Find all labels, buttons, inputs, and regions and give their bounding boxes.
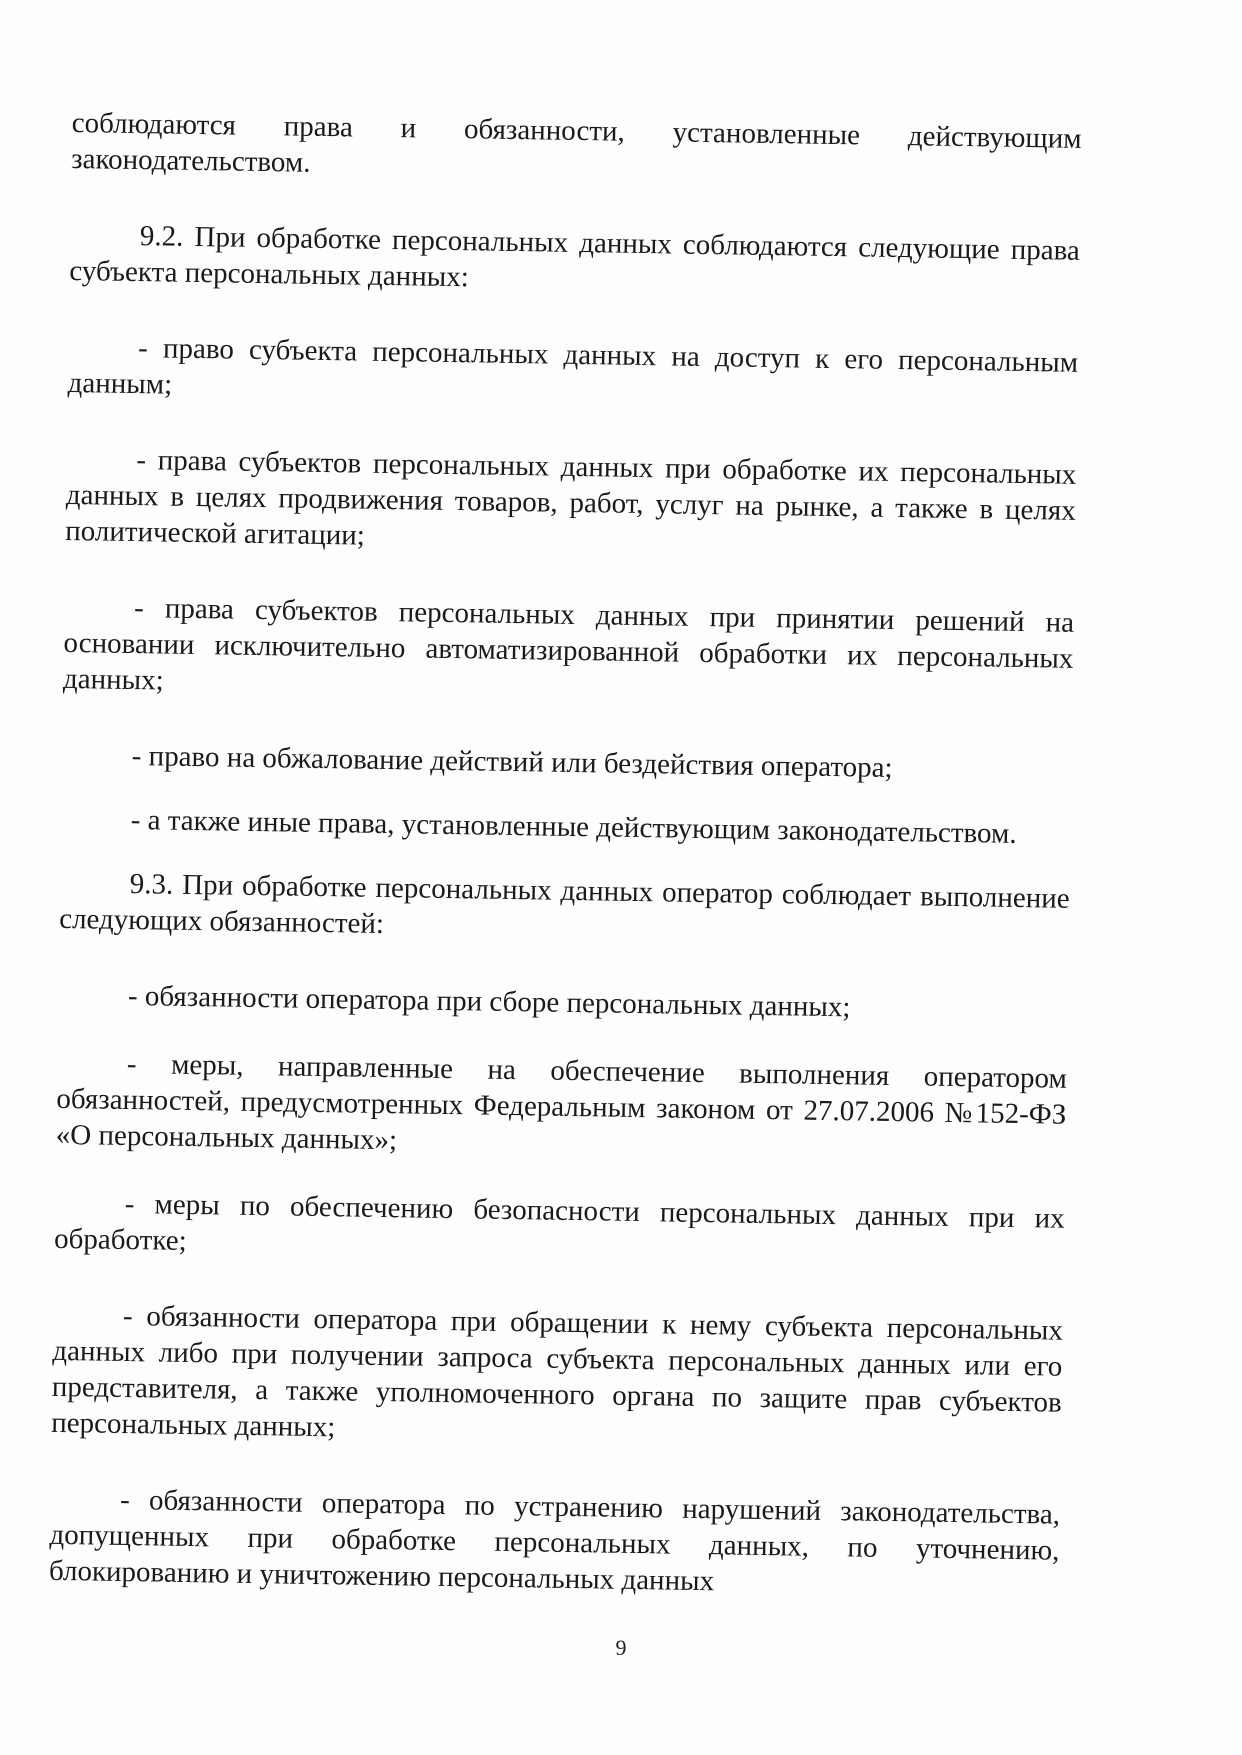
page-body	[49, 105, 1082, 1605]
list-item-duties-collection: - обязанности оператора при сборе персональных данных;	[127, 979, 851, 1024]
paragraph-9-2: 9.2. При обработке персональных данных соблюдаются следующие права субъекта персональных данных:	[69, 220, 1081, 294]
list-item-measures-152fz: - меры, направленные на обеспечение выполнения оператором обязанностей, предусмотренных Федеральным законом от 27.07.2006 №152-ФЗ «О персональных данных»;	[55, 1047, 1068, 1157]
list-item-right-access: - право субъекта персональных данных на доступ к его персональным данным;	[67, 332, 1079, 401]
paragraph-9-3: 9.3. При обработке персональных данных оператор соблюдает выполнение следующих обязанностей:	[58, 868, 1070, 940]
page-number: 9	[615, 1635, 627, 1660]
list-item-duties-requests: - обязанности оператора при обращении к нему субъекта персональных данных либо при получении запроса субъекта персональных данных или его представителя, а также уполномоченного органа по защите прав субъектов персональных данных;	[51, 1299, 1064, 1444]
list-item-security-measures: - меры по обеспечению безопасности персональных данных при их обработке;	[53, 1187, 1065, 1257]
list-item-rights-automated: - права субъектов персональных данных при принятии решений на основании исключительно автоматизированной обработки их персональных данных;	[62, 592, 1075, 697]
list-item-rights-marketing: - права субъектов персональных данных при обработке их персональных данных в целях продвижения товаров, работ, услуг на рынке, а также в целях политической агитации;	[65, 444, 1077, 552]
list-item-other-rights: - а также иные права, установленные действующим законодательством.	[130, 804, 1017, 850]
paragraph-continuation: соблюдаются права и обязанности, установленные действующим законодательством.	[70, 106, 1082, 179]
list-item-duties-violations: - обязанности оператора по устранению нарушений законодательства, допущенных при обработке персональных данных, по уточнению, блокированию и уничтожению персональных данных	[48, 1483, 1061, 1598]
list-item-right-appeal: - право на обжалование действий или бездействия оператора;	[131, 740, 893, 784]
